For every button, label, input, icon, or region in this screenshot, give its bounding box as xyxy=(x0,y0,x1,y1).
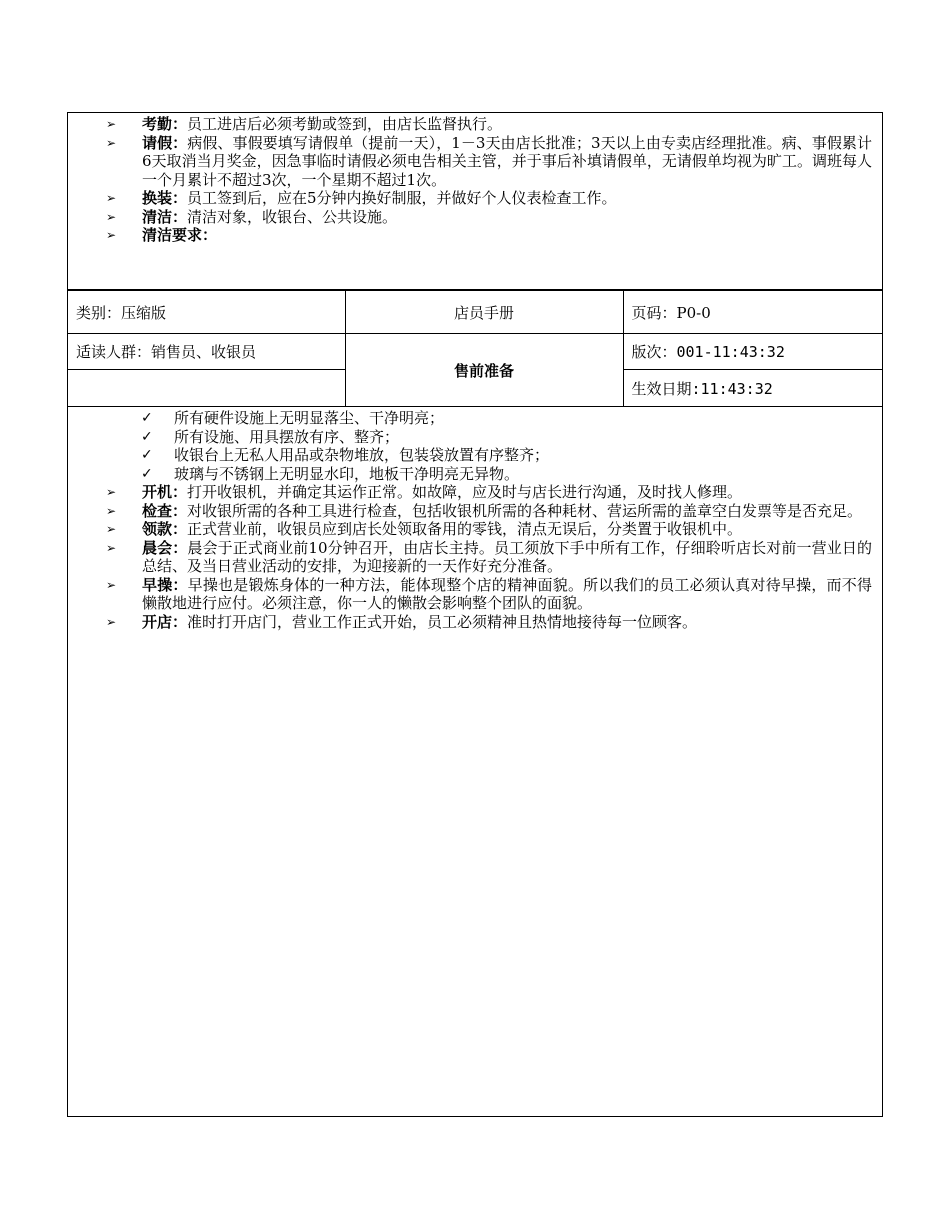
check-item xyxy=(106,409,872,428)
effective-date-label: 生效日期:11:43:32 xyxy=(623,370,882,407)
item-key: 换装： xyxy=(142,189,188,207)
item-text: 清洁对象，收银台、公共设施。 xyxy=(187,207,398,226)
item-text: 对收银所需的各种工具进行检查，包括收银机所需的各种耗材、营运所需的盖章空白发票等是否充足。 xyxy=(187,501,863,520)
arrowhead-bullet-icon: ➢ xyxy=(106,485,117,499)
check-item-text: 所有设施、用具摆放有序、整齐； xyxy=(174,427,400,446)
audience-label: 适读人群：销售员、收银员 xyxy=(68,334,345,370)
check-item-text: 玻璃与不锈钢上无明显水印，地板干净明亮无异物。 xyxy=(174,464,520,483)
handbook-page xyxy=(67,112,883,1117)
item-key: 清洁： xyxy=(142,207,188,226)
checkmark-icon: ✓ xyxy=(141,428,153,445)
item-key: 开机： xyxy=(142,483,188,501)
bullet-item xyxy=(106,502,872,521)
item-text: 晨会于正式商业前10分钟召开，由店长主持。员工须放下手中所有工作，仔细聆听店长对前一营业日的总结、及当日营业活动的安排，为迎接新的一天作好充分准备。 xyxy=(142,538,872,575)
document-title: 店员手册 xyxy=(345,291,623,334)
item-text: 准时打开店门，营业工作正式开始，员工必须精神且热情地接待每一位顾客。 xyxy=(187,612,698,631)
category-label: 类别：压缩版 xyxy=(68,291,345,334)
item-key: 晨会： xyxy=(142,538,188,557)
checkmark-icon: ✓ xyxy=(141,410,153,426)
checkmark-icon: ✓ xyxy=(141,447,153,463)
item-key: 领款： xyxy=(142,520,188,538)
bullet-item xyxy=(106,226,872,245)
check-item-text: 所有硬件设施上无明显落尘、干净明亮； xyxy=(174,409,445,427)
arrowhead-bullet-icon: ➢ xyxy=(106,135,117,150)
page-code: 页码：P0-0 xyxy=(623,291,882,334)
arrowhead-bullet-icon: ➢ xyxy=(106,614,117,629)
check-item xyxy=(106,465,872,484)
item-text: 打开收银机，并确定其运作正常。如故障，应及时与店长进行沟通，及时找人修理。 xyxy=(187,483,743,501)
document-header-table xyxy=(68,290,882,407)
section-title: 售前准备 xyxy=(345,334,623,407)
item-text: 员工进店后必须考勤或签到，由店长监督执行。 xyxy=(187,115,503,133)
arrowhead-bullet-icon: ➢ xyxy=(106,577,117,592)
bullet-item xyxy=(106,134,872,190)
bullet-item xyxy=(106,208,872,227)
arrowhead-bullet-icon: ➢ xyxy=(106,117,117,131)
bottom-section xyxy=(68,407,882,631)
item-key: 考勤： xyxy=(142,115,188,133)
top-section xyxy=(68,113,882,290)
bullet-item xyxy=(106,115,872,134)
check-item xyxy=(106,446,872,465)
bullet-item xyxy=(106,483,872,502)
arrowhead-bullet-icon: ➢ xyxy=(106,503,117,518)
check-item-text: 收银台上无私人用品或杂物堆放，包装袋放置有序整齐； xyxy=(174,446,550,464)
item-key: 早操： xyxy=(142,575,188,594)
check-item xyxy=(106,428,872,447)
bullet-item xyxy=(106,520,872,539)
version-label: 版次：001-11:43:32 xyxy=(623,334,882,370)
bullet-item xyxy=(106,189,872,208)
arrowhead-bullet-icon: ➢ xyxy=(106,209,117,224)
bullet-item xyxy=(106,576,872,613)
item-key: 检查： xyxy=(142,501,188,520)
item-text: 员工签到后，应在5分钟内换好制服，并做好个人仪表检查工作。 xyxy=(187,189,617,207)
item-key: 请假： xyxy=(142,133,188,152)
arrowhead-bullet-icon: ➢ xyxy=(106,540,117,555)
arrowhead-bullet-icon: ➢ xyxy=(106,191,117,205)
item-text: 早操也是锻炼身体的一种方法，能体现整个店的精神面貌。所以我们的员工必须认真对待早操，而不得懒散地进行应付。必须注意，你一人的懒散会影响整个团队的面貌。 xyxy=(142,575,872,612)
item-text: 病假、事假要填写请假单（提前一天），1－3天由店长批准；3天以上由专卖店经理批准。病、事假累计6天取消当月奖金，因急事临时请假必须电告相关主管，并于事后补填请假单，无请假单均视为旷工。调班每人一个月累计不超过3次，一个星期不超过1次。 xyxy=(142,133,872,189)
arrowhead-bullet-icon: ➢ xyxy=(106,228,117,242)
item-text: 正式营业前，收银员应到店长处领取备用的零钱，清点无误后，分类置于收银机中。 xyxy=(187,520,743,538)
bullet-item xyxy=(106,613,872,632)
bullet-item xyxy=(106,539,872,576)
item-key: 开店： xyxy=(142,612,188,631)
checkmark-icon: ✓ xyxy=(141,465,153,482)
item-key: 清洁要求： xyxy=(142,226,218,244)
empty-cell xyxy=(68,370,345,407)
arrowhead-bullet-icon: ➢ xyxy=(106,522,117,536)
